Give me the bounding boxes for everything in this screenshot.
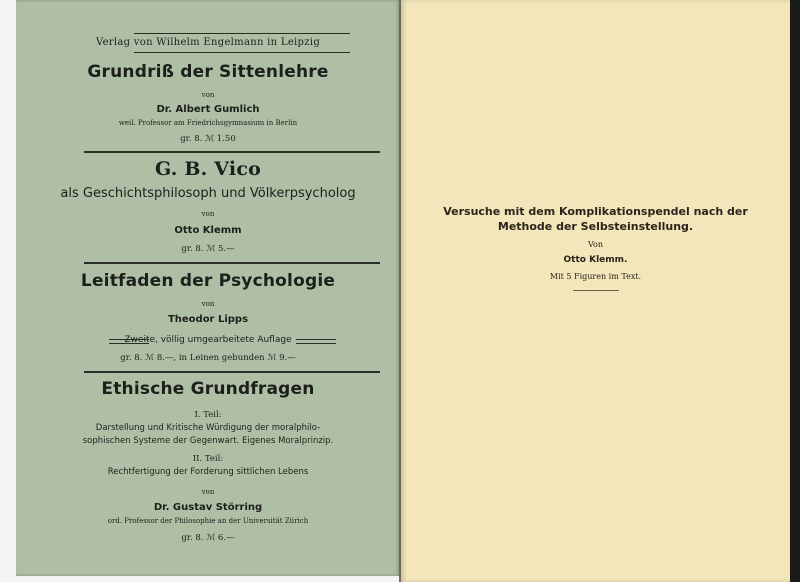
left-page-advertisement <box>16 0 400 576</box>
edition-rule-right <box>296 339 336 344</box>
book4-title: Ethische Grundfragen <box>101 379 315 399</box>
publisher-rule-top <box>134 33 350 34</box>
book1-author: Dr. Albert Gumlich <box>156 104 260 115</box>
divider-1 <box>84 151 380 153</box>
divider-3 <box>84 371 380 373</box>
book3-price: gr. 8. ℳ 8.—, in Leinen gebunden ℳ 9.— <box>120 353 296 363</box>
book4-part1-line1: Darstellung und Kritische Würdigung der moralphilo- <box>95 423 321 433</box>
divider-2 <box>84 262 380 264</box>
book4-price: gr. 8. ℳ 6.— <box>181 533 235 543</box>
book2-von: von <box>201 210 215 218</box>
book2-author: Otto Klemm <box>174 225 242 236</box>
book4-part2-line1: Rechtfertigung der Forderung sittlichen Lebens <box>107 467 309 477</box>
book2-subtitle: als Geschichtsphilosoph und Völkerpsycholog <box>60 186 356 201</box>
right-page-title-page <box>401 0 790 582</box>
article-author: Otto Klemm. <box>563 255 628 265</box>
book1-title: Grundriß der Sittenlehre <box>87 62 329 82</box>
book3-author: Theodor Lipps <box>167 314 249 325</box>
article-rule <box>573 290 619 291</box>
book1-von: von <box>201 91 215 99</box>
article-von: Von <box>587 240 603 249</box>
book3-von: von <box>201 300 215 308</box>
book4-part1-line2: sophischen Systeme der Gegenwart. Eigenes Moralprinzip. <box>82 436 334 446</box>
book4-affiliation: ord. Professor der Philosophie an der Universität Zürich <box>107 517 309 525</box>
article-figures-note: Mit 5 Figuren im Text. <box>549 272 642 281</box>
book1-price: gr. 8. ℳ 1.50 <box>180 134 236 144</box>
book3-title: Leitfaden der Psychologie <box>80 271 336 291</box>
book4-part2-label: II. Teil: <box>192 454 224 464</box>
article-title-line2: Methode der Selbsteinstellung. <box>497 220 694 233</box>
book4-author: Dr. Gustav Störring <box>153 502 263 513</box>
book2-price: gr. 8. ℳ 5.— <box>181 244 235 254</box>
book4-part1-label: I. Teil: <box>194 410 222 420</box>
background-edge <box>790 0 800 582</box>
publisher-line: Verlag von Wilhelm Engelmann in Leipzig <box>95 37 321 48</box>
book4-von: von <box>201 488 215 496</box>
book1-affiliation: weil. Professor am Friedrichsgymnasium in Berlin <box>118 119 298 127</box>
book3-edition: Zweite, völlig umgearbeitete Auflage <box>124 335 292 345</box>
book2-title: G. B. Vico <box>155 158 261 180</box>
publisher-rule-bottom <box>134 52 350 53</box>
article-title-line1: Versuche mit dem Komplikationspendel nach der <box>443 205 748 218</box>
